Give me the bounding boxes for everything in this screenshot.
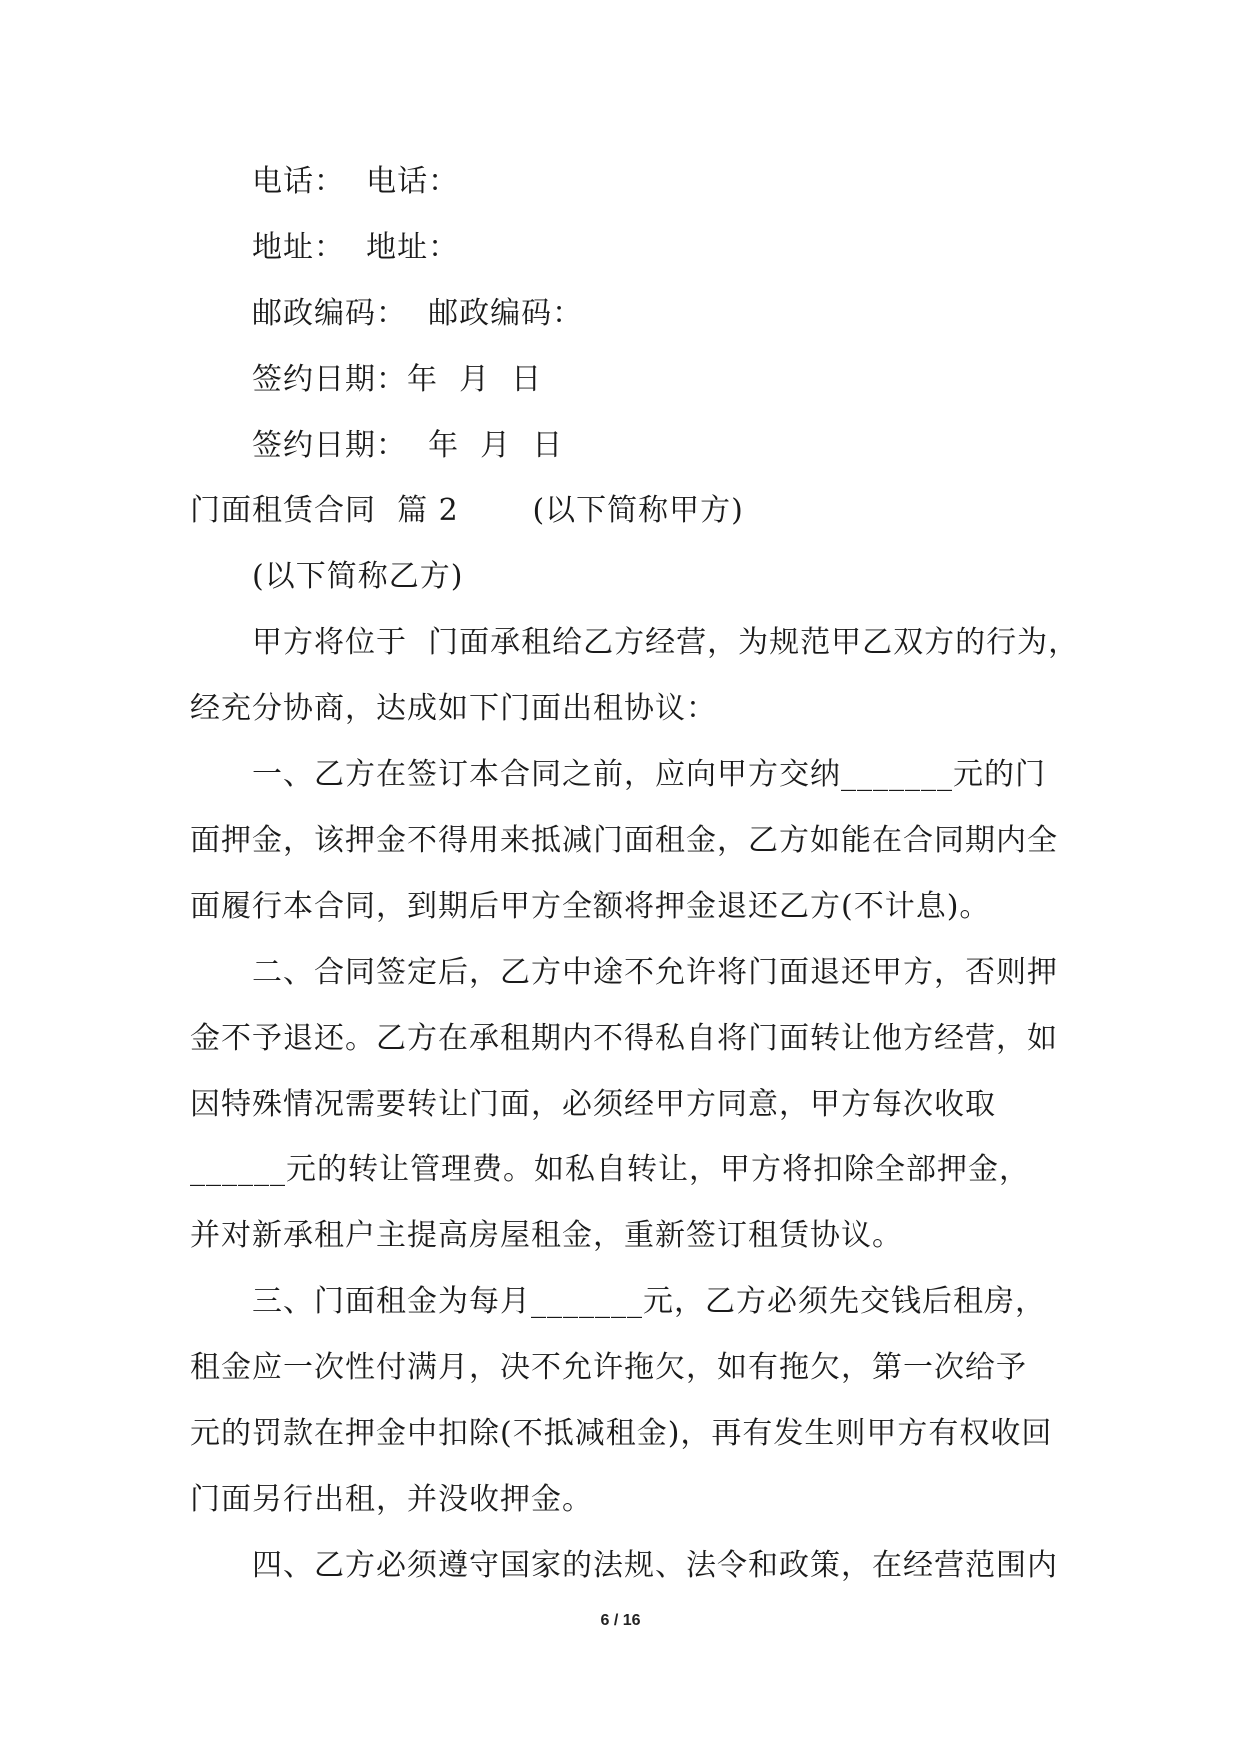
paragraph-line: 经充分协商，达成如下门面出租协议：: [190, 691, 717, 726]
party-b-line: (以下简称乙方): [252, 559, 464, 594]
clause-3-line: 租金应一次性付满月，决不允许拖欠，如有拖欠，第一次给予: [190, 1350, 1027, 1385]
clause-3-line: 三、门面租金为每月_______元，乙方必须先交钱后租房，: [252, 1284, 1046, 1319]
clause-2-line: 因特殊情况需要转让门面，必须经甲方同意，甲方每次收取: [190, 1087, 996, 1122]
clause-2-line: ______元的转让管理费。如私自转让，甲方将扣除全部押金，: [190, 1152, 1030, 1187]
paragraph-line: 甲方将位于 门面承租给乙方经营，为规范甲乙双方的行为，: [252, 625, 1080, 660]
clause-3-line: 元的罚款在押金中扣除(不抵减租金)，再有发生则甲方有权收回: [190, 1416, 1053, 1451]
sign-date-line-1: 签约日期：年 月 日: [252, 362, 543, 397]
clause-2-line: 二、合同签定后，乙方中途不允许将门面退还甲方，否则押: [252, 955, 1058, 990]
clause-4-line: 四、乙方必须遵守国家的法规、法令和政策，在经营范围内: [252, 1548, 1058, 1583]
contact-address-line: 地址： 地址：: [252, 230, 460, 265]
clause-1-line: 面押金，该押金不得用来抵减门面租金，乙方如能在合同期内全: [190, 823, 1058, 858]
clause-1-line: 面履行本合同，到期后甲方全额将押金退还乙方(不计息)。: [190, 889, 991, 924]
page-number: 6 / 16: [600, 1612, 641, 1629]
clause-3-line: 门面另行出租，并没收押金。: [190, 1482, 593, 1517]
clause-2-line: 金不予退还。乙方在承租期内不得私自将门面转让他方经营，如: [190, 1021, 1058, 1056]
sign-date-line-2: 签约日期： 年 月 日: [252, 428, 564, 463]
contact-phone-line: 电话： 电话：: [252, 164, 460, 199]
clause-2-line: 并对新承租户主提高房屋租金，重新签订租赁协议。: [190, 1218, 903, 1253]
clause-1-line: 一、乙方在签订本合同之前，应向甲方交纳_______元的门: [252, 757, 1046, 792]
contact-postcode-line: 邮政编码： 邮政编码：: [252, 296, 584, 331]
section-heading: 门面租赁合同 篇 2 (以下简称甲方): [190, 493, 744, 528]
